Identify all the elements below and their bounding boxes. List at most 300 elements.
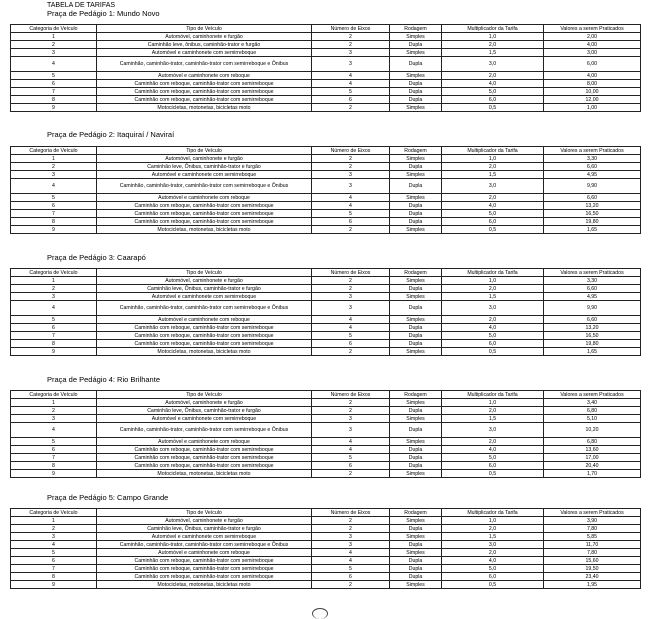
table-cell: 0,5 [442, 348, 544, 356]
table-cell: Dupla [390, 301, 442, 316]
table-cell: Simples [390, 72, 442, 80]
table-cell: 7 [11, 88, 97, 96]
table-cell: 6 [312, 218, 390, 226]
table-cell: Simples [390, 277, 442, 285]
table-cell: 0,5 [442, 470, 544, 478]
table-cell: Simples [390, 33, 442, 41]
table-cell: 4 [312, 316, 390, 324]
column-header: Multiplicador da Tarifa [442, 509, 544, 517]
table-row [11, 541, 641, 549]
table-row [11, 194, 641, 202]
table-row [11, 80, 641, 88]
table-cell: 3,0 [442, 57, 544, 72]
table-cell: 1,00 [544, 104, 641, 112]
plaza-title: Praça de Pedágio 5: Campo Grande [47, 493, 169, 502]
table-cell: Simples [390, 155, 442, 163]
table-cell: Caminhão, caminhão-trator, caminhão-trator com semirreboque e Ônibus [97, 423, 312, 438]
plaza-title: Praça de Pedágio 1: Mundo Novo [47, 9, 160, 18]
table-row [11, 57, 641, 72]
table-cell: 3,30 [544, 155, 641, 163]
table-row [11, 301, 641, 316]
table-row [11, 285, 641, 293]
table-cell: 6 [312, 96, 390, 104]
table-cell: 1 [11, 155, 97, 163]
column-header: Número de Eixos [312, 391, 390, 399]
table-cell: 4,0 [442, 80, 544, 88]
column-header: Multiplicador da Tarifa [442, 25, 544, 33]
table-cell: Automóvel e caminhonete com semirreboque [97, 533, 312, 541]
table-cell: Caminhão leve, Ônibus, caminhão-trator e furgão [97, 525, 312, 533]
table-cell: Dupla [390, 332, 442, 340]
table-cell: 2 [11, 41, 97, 49]
table-cell: Caminhão com reboque, caminhão-trator com semirreboque [97, 218, 312, 226]
table-cell: 7 [11, 454, 97, 462]
table-row [11, 324, 641, 332]
table-cell: 8,00 [544, 80, 641, 88]
table-cell: 2 [312, 470, 390, 478]
table-cell: 5 [312, 210, 390, 218]
table-cell: Simples [390, 438, 442, 446]
table-cell: 3 [312, 423, 390, 438]
table-row [11, 104, 641, 112]
table-cell: Caminhão leve, Ônibus, caminhão-trator e furgão [97, 407, 312, 415]
table-cell: 5,0 [442, 565, 544, 573]
table-cell: 6 [11, 557, 97, 565]
table-cell: 2,0 [442, 549, 544, 557]
table-cell: 23,40 [544, 573, 641, 581]
table-cell: 1,5 [442, 171, 544, 179]
table-cell: Dupla [390, 179, 442, 194]
table-cell: 5 [312, 88, 390, 96]
table-cell: 1,5 [442, 533, 544, 541]
table-cell: 5,0 [442, 88, 544, 96]
table-cell: 3 [11, 171, 97, 179]
table-row [11, 41, 641, 49]
table-cell: 2,0 [442, 194, 544, 202]
table-cell: 7 [11, 565, 97, 573]
table-cell: 9,90 [544, 301, 641, 316]
table-cell: 4 [312, 438, 390, 446]
table-cell: 2 [312, 581, 390, 589]
table-cell: Motocicletas, motonetas, bicicletas moto [97, 348, 312, 356]
table-cell: Dupla [390, 525, 442, 533]
table-cell: 2 [11, 525, 97, 533]
table-cell: 6,60 [544, 163, 641, 171]
table-cell: 4,00 [544, 72, 641, 80]
table-header-row [11, 147, 641, 155]
table-cell: 4 [11, 57, 97, 72]
table-cell: 2,0 [442, 41, 544, 49]
table-cell: 1,0 [442, 399, 544, 407]
column-header: Tipo de Veículo [97, 391, 312, 399]
table-cell: Dupla [390, 88, 442, 96]
column-header: Categoria de Veículo [11, 25, 97, 33]
table-cell: Dupla [390, 541, 442, 549]
column-header: Valores a serem Praticados [544, 509, 641, 517]
table-cell: Simples [390, 226, 442, 234]
table-row [11, 407, 641, 415]
column-header: Categoria de Veículo [11, 391, 97, 399]
table-row [11, 470, 641, 478]
table-cell: 9 [11, 470, 97, 478]
table-cell: 2 [312, 163, 390, 171]
table-row [11, 340, 641, 348]
table-row [11, 72, 641, 80]
page-marker [312, 608, 328, 619]
table-cell: 4 [11, 179, 97, 194]
table-cell: Dupla [390, 407, 442, 415]
table-cell: Automóvel e caminhonete com reboque [97, 438, 312, 446]
table-cell: Simples [390, 104, 442, 112]
table-cell: 1 [11, 399, 97, 407]
table-cell: 2 [312, 155, 390, 163]
table-cell: 2,0 [442, 72, 544, 80]
table-row [11, 446, 641, 454]
table-cell: 1,5 [442, 415, 544, 423]
table-cell: 3 [312, 541, 390, 549]
table-cell: 1,0 [442, 277, 544, 285]
column-header: Tipo de Veículo [97, 509, 312, 517]
table-cell: Simples [390, 470, 442, 478]
table-cell: 15,60 [544, 557, 641, 565]
column-header: Multiplicador da Tarifa [442, 269, 544, 277]
table-cell: Caminhão com reboque, caminhão-trator com semirreboque [97, 96, 312, 104]
table-cell: 10,00 [544, 88, 641, 96]
document-title: TABELA DE TARIFAS [47, 2, 116, 9]
table-cell: 6,0 [442, 462, 544, 470]
table-row [11, 316, 641, 324]
table-cell: 6 [312, 340, 390, 348]
table-cell: 1,0 [442, 517, 544, 525]
table-cell: 2 [312, 399, 390, 407]
table-row [11, 277, 641, 285]
table-cell: Simples [390, 293, 442, 301]
table-cell: 3 [312, 415, 390, 423]
table-cell: 4,0 [442, 202, 544, 210]
table-cell: Dupla [390, 454, 442, 462]
table-cell: Dupla [390, 57, 442, 72]
table-cell: Dupla [390, 96, 442, 104]
table-row [11, 332, 641, 340]
table-row [11, 171, 641, 179]
table-cell: 8 [11, 573, 97, 581]
table-cell: Caminhão leve, Ônibus, caminhão-trator e furgão [97, 163, 312, 171]
table-cell: Dupla [390, 446, 442, 454]
column-header: Rodagem [390, 391, 442, 399]
table-cell: 4 [312, 557, 390, 565]
table-cell: 5 [11, 72, 97, 80]
table-cell: 1,5 [442, 49, 544, 57]
table-row [11, 88, 641, 96]
table-cell: 3 [312, 533, 390, 541]
table-cell: Caminhão com reboque, caminhão-trator com semirreboque [97, 446, 312, 454]
table-cell: Caminhão com reboque, caminhão-trator com semirreboque [97, 324, 312, 332]
table-cell: Automóvel, caminhonete e furgão [97, 155, 312, 163]
table-cell: Dupla [390, 80, 442, 88]
table-cell: 6,80 [544, 438, 641, 446]
table-cell: 4 [11, 423, 97, 438]
table-cell: 3 [312, 171, 390, 179]
table-cell: 16,50 [544, 210, 641, 218]
column-header: Tipo de Veículo [97, 147, 312, 155]
table-cell: 5,0 [442, 454, 544, 462]
table-cell: Automóvel, caminhonete e furgão [97, 33, 312, 41]
table-cell: Dupla [390, 565, 442, 573]
table-cell: 4 [312, 72, 390, 80]
table-cell: 3 [11, 293, 97, 301]
table-cell: 3,90 [544, 517, 641, 525]
table-cell: Automóvel e caminhonete com semirreboque [97, 49, 312, 57]
plaza-title: Praça de Pedágio 4: Rio Brilhante [47, 375, 160, 384]
table-cell: 3 [312, 293, 390, 301]
table-cell: 5 [11, 316, 97, 324]
table-cell: Simples [390, 581, 442, 589]
table-cell: 7,80 [544, 525, 641, 533]
table-cell: 2 [312, 525, 390, 533]
table-cell: 4,0 [442, 557, 544, 565]
table-cell: 5 [11, 549, 97, 557]
table-cell: 4 [312, 549, 390, 557]
table-cell: 6 [11, 202, 97, 210]
table-cell: 6,0 [442, 573, 544, 581]
table-cell: Simples [390, 549, 442, 557]
table-cell: Caminhão, caminhão-trator, caminhão-trator com semirreboque e Ônibus [97, 301, 312, 316]
table-cell: 4,00 [544, 41, 641, 49]
table-header-row [11, 25, 641, 33]
table-cell: 4,0 [442, 446, 544, 454]
table-cell: 3,0 [442, 541, 544, 549]
table-cell: Dupla [390, 423, 442, 438]
table-cell: 6,0 [442, 96, 544, 104]
table-row [11, 438, 641, 446]
table-cell: 8 [11, 462, 97, 470]
table-cell: Simples [390, 316, 442, 324]
table-cell: 5,85 [544, 533, 641, 541]
table-cell: 3 [312, 49, 390, 57]
table-cell: 7 [11, 332, 97, 340]
table-row [11, 348, 641, 356]
tariff-table [10, 146, 641, 234]
table-cell: Simples [390, 49, 442, 57]
table-cell: Caminhão com reboque, caminhão-trator com semirreboque [97, 454, 312, 462]
table-cell: 2,0 [442, 163, 544, 171]
table-cell: 0,5 [442, 104, 544, 112]
tariff-table [10, 508, 641, 589]
table-cell: Dupla [390, 285, 442, 293]
table-cell: 13,60 [544, 446, 641, 454]
table-cell: 4,95 [544, 171, 641, 179]
table-cell: Dupla [390, 324, 442, 332]
table-cell: 0,5 [442, 226, 544, 234]
table-cell: 1,70 [544, 470, 641, 478]
table-cell: 2 [312, 104, 390, 112]
table-cell: 2,0 [442, 407, 544, 415]
table-cell: 7,80 [544, 549, 641, 557]
table-cell: 16,50 [544, 332, 641, 340]
table-cell: Automóvel e caminhonete com reboque [97, 549, 312, 557]
table-cell: Simples [390, 415, 442, 423]
table-cell: Caminhão, caminhão-trator, caminhão-trator com semirreboque e Ônibus [97, 179, 312, 194]
column-header: Categoria de Veículo [11, 147, 97, 155]
column-header: Categoria de Veículo [11, 269, 97, 277]
column-header: Rodagem [390, 509, 442, 517]
table-cell: 5 [312, 454, 390, 462]
table-cell: 2,0 [442, 438, 544, 446]
table-cell: Automóvel e caminhonete com semirreboque [97, 293, 312, 301]
table-cell: 2,0 [442, 285, 544, 293]
table-cell: Motocicletas, motonetas, bicicletas moto [97, 226, 312, 234]
table-cell: 2 [312, 41, 390, 49]
table-cell: Caminhão com reboque, caminhão-trator com semirreboque [97, 462, 312, 470]
table-cell: 6,60 [544, 194, 641, 202]
table-cell: 2 [312, 33, 390, 41]
table-row [11, 565, 641, 573]
table-cell: Dupla [390, 210, 442, 218]
table-cell: 2,0 [442, 316, 544, 324]
table-cell: 0,5 [442, 581, 544, 589]
tariff-table [10, 390, 641, 478]
table-cell: Motocicletas, motonetas, bicicletas moto [97, 470, 312, 478]
table-cell: 12,00 [544, 96, 641, 104]
table-cell: Simples [390, 171, 442, 179]
table-cell: 5 [11, 438, 97, 446]
table-cell: 1,95 [544, 581, 641, 589]
table-cell: Dupla [390, 41, 442, 49]
column-header: Multiplicador da Tarifa [442, 391, 544, 399]
table-cell: 13,20 [544, 202, 641, 210]
table-cell: 9 [11, 581, 97, 589]
table-row [11, 415, 641, 423]
table-cell: 19,80 [544, 218, 641, 226]
table-cell: 1 [11, 517, 97, 525]
table-cell: Caminhão leve, ônibus, caminhão-trator e furgão [97, 41, 312, 49]
table-row [11, 155, 641, 163]
table-cell: Automóvel, caminhonete e furgão [97, 277, 312, 285]
table-cell: 1,65 [544, 226, 641, 234]
table-cell: Simples [390, 533, 442, 541]
column-header: Valores a serem Praticados [544, 147, 641, 155]
table-cell: Caminhão com reboque, caminhão-trator com semirreboque [97, 80, 312, 88]
table-cell: 3 [11, 533, 97, 541]
table-cell: Dupla [390, 340, 442, 348]
table-cell: 6 [11, 446, 97, 454]
table-cell: 8 [11, 218, 97, 226]
table-cell: 2 [312, 407, 390, 415]
table-cell: 5 [312, 332, 390, 340]
table-cell: Dupla [390, 462, 442, 470]
column-header: Número de Eixos [312, 509, 390, 517]
table-cell: 4 [312, 324, 390, 332]
table-cell: 1,5 [442, 293, 544, 301]
table-row [11, 96, 641, 104]
table-cell: 5,10 [544, 415, 641, 423]
table-cell: Dupla [390, 573, 442, 581]
table-cell: 6,0 [442, 218, 544, 226]
table-row [11, 517, 641, 525]
table-cell: 3 [11, 415, 97, 423]
table-cell: 8 [11, 96, 97, 104]
table-cell: 4 [11, 541, 97, 549]
table-cell: 9 [11, 348, 97, 356]
table-row [11, 163, 641, 171]
column-header: Tipo de Veículo [97, 25, 312, 33]
plaza-title: Praça de Pedágio 2: Itaquiraí / Naviraí [47, 130, 175, 139]
column-header: Valores a serem Praticados [544, 269, 641, 277]
table-cell: 2,00 [544, 33, 641, 41]
table-cell: 1,0 [442, 155, 544, 163]
table-cell: 13,20 [544, 324, 641, 332]
table-row [11, 557, 641, 565]
table-cell: 1,0 [442, 33, 544, 41]
table-cell: 8 [11, 340, 97, 348]
table-cell: Simples [390, 399, 442, 407]
table-cell: 2 [11, 285, 97, 293]
table-row [11, 33, 641, 41]
table-cell: 4 [312, 194, 390, 202]
table-cell: 4 [11, 301, 97, 316]
table-cell: Motocicletas, motonetas, bicicletas moto [97, 104, 312, 112]
table-cell: Automóvel e caminhonete com reboque [97, 194, 312, 202]
table-cell: Dupla [390, 218, 442, 226]
table-cell: Caminhão com reboque, caminhão-trator com semirreboque [97, 557, 312, 565]
table-cell: Caminhão com reboque, caminhão-trator com semirreboque [97, 565, 312, 573]
plaza-title: Praça de Pedágio 3: Caarapó [47, 253, 146, 262]
table-cell: 2 [312, 277, 390, 285]
table-row [11, 423, 641, 438]
table-cell: Caminhão com reboque, caminhão-trator com semirreboque [97, 340, 312, 348]
column-header: Número de Eixos [312, 269, 390, 277]
table-cell: Caminhão leve, Ônibus, caminhão-trator e furgão [97, 285, 312, 293]
column-header: Categoria de Veículo [11, 509, 97, 517]
table-cell: 10,20 [544, 423, 641, 438]
column-header: Número de Eixos [312, 147, 390, 155]
table-row [11, 549, 641, 557]
table-cell: 6 [312, 462, 390, 470]
table-cell: Caminhão com reboque, caminhão-trator com semirreboque [97, 573, 312, 581]
table-cell: Caminhão com reboque, caminhão-trator com semirreboque [97, 202, 312, 210]
table-cell: Automóvel e caminhonete com reboque [97, 72, 312, 80]
table-cell: 5 [312, 565, 390, 573]
table-cell: 4 [312, 80, 390, 88]
table-cell: 3,0 [442, 179, 544, 194]
table-row [11, 179, 641, 194]
table-cell: Dupla [390, 557, 442, 565]
table-cell: 2 [312, 226, 390, 234]
table-cell: 6,60 [544, 316, 641, 324]
column-header: Valores a serem Praticados [544, 25, 641, 33]
table-cell: Caminhão com reboque, caminhão-trator com semirreboque [97, 88, 312, 96]
table-cell: 4 [312, 202, 390, 210]
table-cell: 2 [312, 285, 390, 293]
table-cell: 9,90 [544, 179, 641, 194]
table-cell: 3 [11, 49, 97, 57]
table-cell: Simples [390, 348, 442, 356]
table-row [11, 293, 641, 301]
table-row [11, 226, 641, 234]
table-cell: 11,70 [544, 541, 641, 549]
column-header: Rodagem [390, 269, 442, 277]
table-row [11, 399, 641, 407]
table-cell: 2 [312, 517, 390, 525]
table-row [11, 581, 641, 589]
table-cell: 6 [11, 324, 97, 332]
column-header: Número de Eixos [312, 25, 390, 33]
table-cell: Caminhão, caminhão-trator, caminhão-trator com semirreboque e Ônibus [97, 541, 312, 549]
table-cell: 4 [312, 446, 390, 454]
table-cell: 6 [11, 80, 97, 88]
table-cell: 5,0 [442, 210, 544, 218]
column-header: Rodagem [390, 25, 442, 33]
